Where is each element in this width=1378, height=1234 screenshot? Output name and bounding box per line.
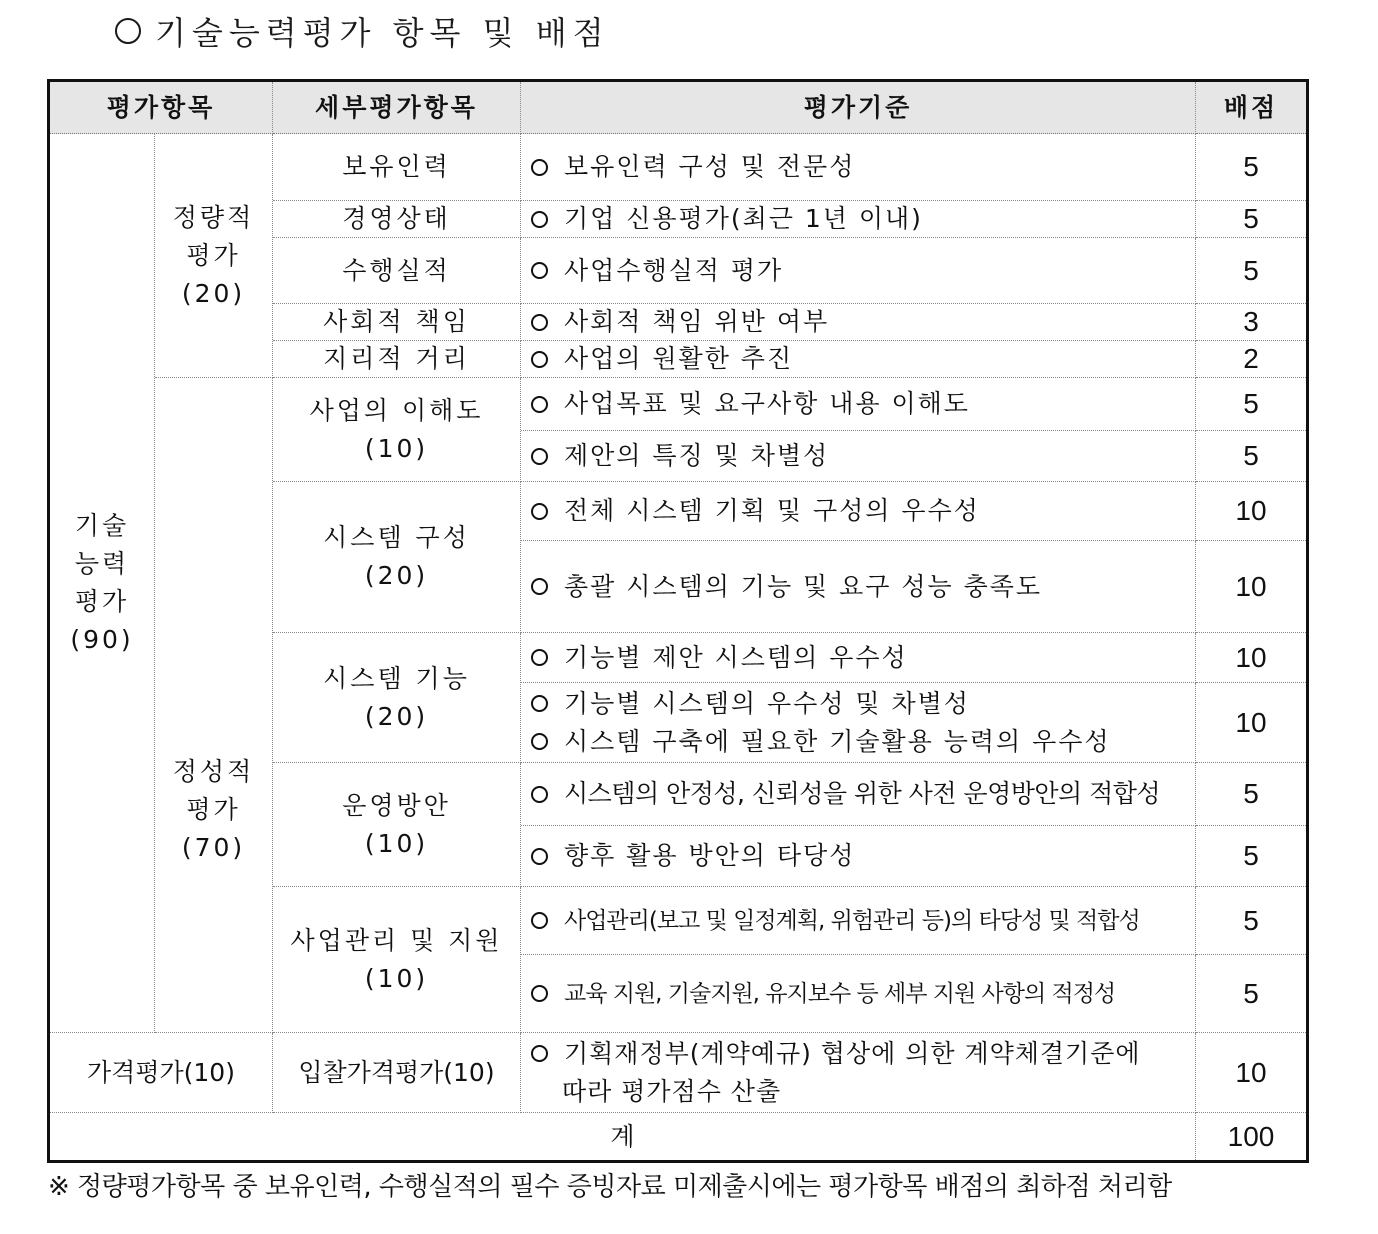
score-cell: 5 [1196, 238, 1306, 304]
criteria-cell: 사업관리(보고 및 일정계획, 위험관리 등)의 타당성 및 적합성 [521, 887, 1196, 955]
sub-item: 수행실적 [273, 238, 521, 304]
sub-item: 사회적 책임 [273, 304, 521, 341]
header-score: 배점 [1196, 82, 1306, 134]
criteria-cell: 기능별 시스템의 우수성 및 차별성 시스템 구축에 필요한 기술활용 능력의 우수성 [521, 683, 1196, 763]
score-cell: 5 [1196, 134, 1306, 201]
criteria-cell: 제안의 특징 및 차별성 [521, 431, 1196, 482]
circle-bullet-icon [531, 159, 548, 176]
score-cell: 5 [1196, 431, 1306, 482]
total-score: 100 [1227, 1120, 1275, 1152]
score-cell: 10 [1196, 1033, 1306, 1113]
header-category: 평가항목 [50, 82, 273, 134]
circle-bullet-icon [531, 262, 548, 279]
sub-item: 지리적 거리 [273, 341, 521, 378]
criteria-cell: 보유인력 구성 및 전문성 [521, 134, 1196, 201]
sub-item: 사업관리 및 지원 (10) [273, 887, 521, 1033]
score-cell: 2 [1196, 341, 1306, 378]
circle-bullet-icon [531, 695, 548, 712]
circle-bullet-icon [531, 786, 548, 803]
criteria-cell: 총괄 시스템의 기능 및 요구 성능 충족도 [521, 541, 1196, 633]
circle-bullet-icon [531, 448, 548, 465]
circle-bullet-icon [531, 1045, 548, 1062]
circle-bullet-icon [531, 351, 548, 368]
sub-item: 경영상태 [273, 201, 521, 238]
circle-bullet-icon [531, 314, 548, 331]
sub-item: 보유인력 [273, 134, 521, 201]
score-cell: 5 [1196, 378, 1306, 431]
score-cell: 5 [1196, 826, 1306, 887]
score-cell: 10 [1196, 482, 1306, 541]
footnote: ※ 정량평가항목 중 보유인력, 수행실적의 필수 증빙자료 미제출시에는 평가항목 배점의 최하점 처리함 [48, 1172, 1172, 1202]
circle-bullet-icon [531, 649, 548, 666]
criteria-cell: 기업 신용평가(최근 1년 이내) [521, 201, 1196, 238]
circle-bullet-icon [531, 503, 548, 520]
header-criteria: 평가기준 [521, 82, 1196, 134]
section-title-text: 기술능력평가 항목 및 배점 [155, 14, 610, 52]
circle-bullet-icon [531, 912, 548, 929]
score-cell: 10 [1196, 541, 1306, 633]
circle-bullet-icon [531, 848, 548, 865]
circle-bullet-icon [531, 733, 548, 750]
score-cell: 5 [1196, 201, 1306, 238]
group-qualitative: 정성적 평가 (70) [155, 378, 273, 1033]
criteria-cell: 시스템의 안정성, 신뢰성을 위한 사전 운영방안의 적합성 [521, 763, 1196, 826]
sub-item: 시스템 기능 (20) [273, 633, 521, 763]
section-title [115, 8, 610, 54]
score-cell: 5 [1196, 955, 1306, 1033]
criteria-cell: 기능별 제안 시스템의 우수성 [521, 633, 1196, 683]
circle-bullet-icon [531, 396, 548, 413]
circle-bullet-icon [531, 985, 548, 1002]
sub-item: 사업의 이해도 (10) [273, 378, 521, 482]
criteria-cell: 사업의 원활한 추진 [521, 341, 1196, 378]
score-cell: 10 [1196, 633, 1306, 683]
group-tech-evaluation: 기술 능력 평가 (90) [50, 134, 155, 1033]
sub-item: 입찰가격평가(10) [273, 1033, 521, 1113]
circle-bullet-icon [531, 578, 548, 595]
criteria-cell: 향후 활용 방안의 타당성 [521, 826, 1196, 887]
total-label: 계 [50, 1113, 1196, 1160]
evaluation-table [47, 79, 1309, 1163]
group-quantitative: 정량적 평가 (20) [155, 134, 273, 378]
criteria-cell: 교육 지원, 기술지원, 유지보수 등 세부 지원 사항의 적정성 [521, 955, 1196, 1033]
score-cell: 3 [1196, 304, 1306, 341]
criteria-cell: 기획재정부(계약예규) 협상에 의한 계약체결기준에 따라 평가점수 산출 [521, 1033, 1196, 1113]
header-sub-item: 세부평가항목 [273, 82, 521, 134]
circle-bullet-icon [531, 211, 548, 228]
sub-item: 시스템 구성 (20) [273, 482, 521, 633]
circle-bullet-icon [115, 18, 141, 44]
group-price: 가격평가(10) [50, 1033, 273, 1113]
score-cell: 5 [1196, 763, 1306, 826]
criteria-cell: 사회적 책임 위반 여부 [521, 304, 1196, 341]
criteria-cell: 사업수행실적 평가 [521, 238, 1196, 304]
score-cell: 10 [1196, 683, 1306, 763]
criteria-cell: 사업목표 및 요구사항 내용 이해도 [521, 378, 1196, 431]
score-cell: 5 [1196, 887, 1306, 955]
criteria-cell: 전체 시스템 기획 및 구성의 우수성 [521, 482, 1196, 541]
sub-item: 운영방안 (10) [273, 763, 521, 887]
